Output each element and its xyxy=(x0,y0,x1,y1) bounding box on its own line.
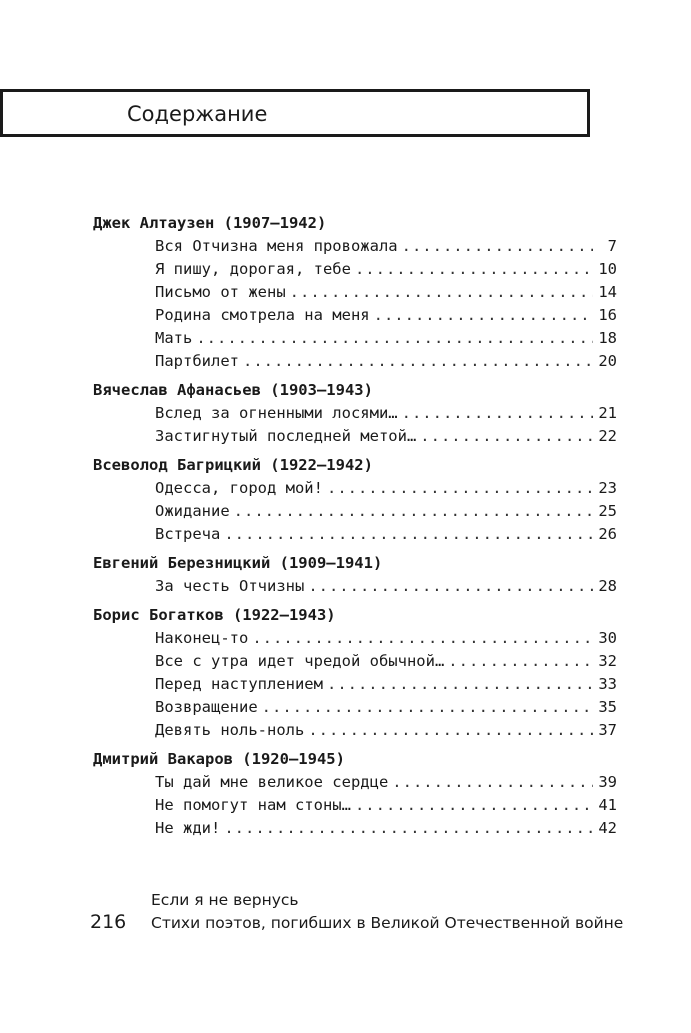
toc-author: Дмитрий Вакаров (1920–1945) xyxy=(93,750,345,768)
table-of-contents xyxy=(93,212,617,846)
toc-entry-page: 21 xyxy=(598,404,617,422)
section-header-box xyxy=(0,89,590,137)
toc-entry-title: За честь Отчизны xyxy=(155,577,305,595)
toc-group xyxy=(93,454,617,546)
dot-leader xyxy=(308,719,593,742)
toc-group xyxy=(93,604,617,742)
toc-entry-page: 20 xyxy=(598,352,617,370)
dot-leader xyxy=(355,258,593,281)
dot-leader xyxy=(224,817,593,840)
toc-entry-title: Не жди! xyxy=(155,819,221,837)
toc-entry-page: 42 xyxy=(598,819,617,837)
toc-entry[interactable] xyxy=(155,696,617,719)
dot-leader xyxy=(262,696,593,719)
toc-group xyxy=(93,748,617,840)
toc-entry-page: 35 xyxy=(598,698,617,716)
toc-entry-page: 30 xyxy=(598,629,617,647)
toc-entry-page: 10 xyxy=(598,260,617,278)
toc-entry-page: 32 xyxy=(598,652,617,670)
toc-group xyxy=(93,379,617,448)
toc-entry-page: 33 xyxy=(598,675,617,693)
toc-entry-page: 18 xyxy=(598,329,617,347)
dot-leader xyxy=(290,281,593,304)
toc-entry[interactable] xyxy=(155,350,617,373)
running-footer-book-subtitle: Стихи поэтов, погибших в Великой Отечественной войне xyxy=(151,914,624,932)
toc-entry-title: Партбилет xyxy=(155,352,239,370)
toc-entry[interactable] xyxy=(155,523,617,546)
toc-author: Вячеслав Афанасьев (1903–1943) xyxy=(93,381,373,399)
toc-entry-title: Перед наступлением xyxy=(155,675,323,693)
dot-leader xyxy=(392,771,593,794)
toc-entry[interactable] xyxy=(155,477,617,500)
toc-entry-title: Письмо от жены xyxy=(155,283,286,301)
toc-author: Евгений Березницкий (1909–1941) xyxy=(93,554,383,572)
toc-group xyxy=(93,212,617,373)
toc-author: Борис Богатков (1922–1943) xyxy=(93,606,336,624)
toc-entry-title: Вся Отчизна меня провожала xyxy=(155,237,398,255)
toc-entry-page: 22 xyxy=(598,427,617,445)
dot-leader xyxy=(234,500,593,523)
toc-entry-title: Все с утра идет чредой обычной… xyxy=(155,652,445,670)
running-footer-book-title: Если я не вернусь xyxy=(151,891,299,909)
toc-entry-title: Наконец-то xyxy=(155,629,249,647)
dot-leader xyxy=(224,523,593,546)
toc-entry[interactable] xyxy=(155,402,617,425)
toc-entry-title: Застигнутый последней метой… xyxy=(155,427,417,445)
toc-entry-title: Девять ноль-ноль xyxy=(155,721,305,739)
toc-entry[interactable] xyxy=(155,719,617,742)
toc-entry-page: 25 xyxy=(598,502,617,520)
toc-entry[interactable] xyxy=(155,575,617,598)
dot-leader xyxy=(252,627,593,650)
toc-entry-page: 39 xyxy=(598,773,617,791)
toc-entry-title: Встреча xyxy=(155,525,221,543)
toc-entry-title: Ожидание xyxy=(155,502,230,520)
toc-entry[interactable] xyxy=(155,500,617,523)
dot-leader xyxy=(196,327,593,350)
dot-leader xyxy=(327,673,593,696)
toc-entry-page: 16 xyxy=(598,306,617,324)
toc-entry-page: 14 xyxy=(598,283,617,301)
toc-entry-page: 7 xyxy=(607,237,617,255)
toc-entry[interactable] xyxy=(155,425,617,448)
toc-author: Джек Алтаузен (1907–1942) xyxy=(93,214,327,232)
toc-entry[interactable] xyxy=(155,771,617,794)
toc-entry-title: Возвращение xyxy=(155,698,258,716)
toc-entry-title: Вслед за огненными лосями… xyxy=(155,404,398,422)
dot-leader xyxy=(420,425,593,448)
dot-leader xyxy=(402,235,593,258)
page-number: 216 xyxy=(90,911,127,933)
toc-entry[interactable] xyxy=(155,650,617,673)
dot-leader xyxy=(327,477,593,500)
toc-entry-page: 41 xyxy=(598,796,617,814)
toc-group xyxy=(93,552,617,598)
dot-leader xyxy=(448,650,593,673)
toc-entry-title: Одесса, город мой! xyxy=(155,479,323,497)
toc-entry[interactable] xyxy=(155,304,617,327)
toc-entry-title: Родина смотрела на меня xyxy=(155,306,370,324)
dot-leader xyxy=(355,794,593,817)
toc-entry[interactable] xyxy=(155,627,617,650)
dot-leader xyxy=(243,350,593,373)
toc-entry[interactable] xyxy=(155,794,617,817)
toc-entry[interactable] xyxy=(155,258,617,281)
toc-entry[interactable] xyxy=(155,327,617,350)
toc-entry-title: Я пишу, дорогая, тебе xyxy=(155,260,351,278)
toc-entry-page: 26 xyxy=(598,525,617,543)
toc-entry[interactable] xyxy=(155,673,617,696)
toc-entry-page: 23 xyxy=(598,479,617,497)
toc-entry-title: Мать xyxy=(155,329,193,347)
toc-author: Всеволод Багрицкий (1922–1942) xyxy=(93,456,373,474)
toc-entry-page: 37 xyxy=(598,721,617,739)
page-title: Содержание xyxy=(127,102,268,126)
toc-entry[interactable] xyxy=(155,235,617,258)
dot-leader xyxy=(374,304,593,327)
toc-entry-title: Не помогут нам стоны… xyxy=(155,796,351,814)
dot-leader xyxy=(402,402,593,425)
toc-entry-page: 28 xyxy=(598,577,617,595)
toc-entry[interactable] xyxy=(155,817,617,840)
toc-entry[interactable] xyxy=(155,281,617,304)
toc-entry-title: Ты дай мне великое сердце xyxy=(155,773,389,791)
dot-leader xyxy=(308,575,593,598)
